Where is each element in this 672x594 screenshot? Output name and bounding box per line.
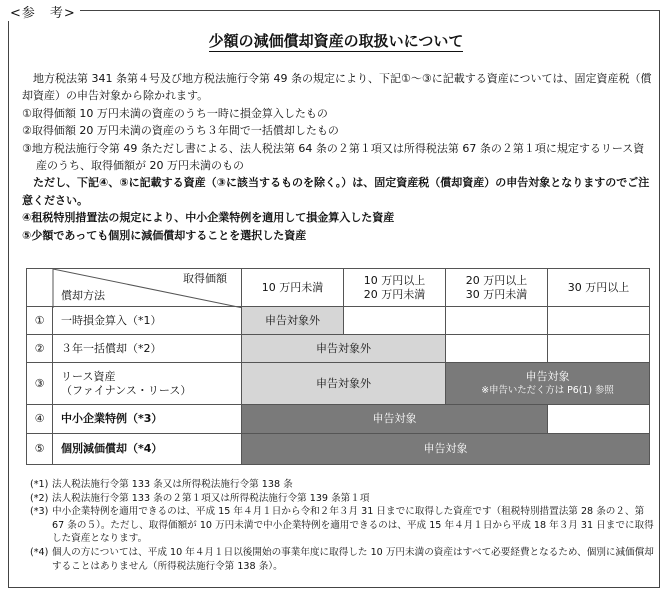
row-3-label: リース資産 （ファイナンス・リース） <box>52 362 242 405</box>
footnote-2: (*2) 法人税法施行令第 133 条の２第１項又は所得税法施行令第 139 条第１項 <box>30 492 370 504</box>
col-header-1: 10 万円未満 <box>241 268 344 307</box>
row-3-excluded: 申告対象外 <box>241 362 446 405</box>
row-1-label: 一時損金算入（*1） <box>52 306 242 335</box>
footnote-4: (*4) 個人の方については、平成 10 年４月１日以後開始の事業年度に取得した 10 万円未満の資産はすべて必要経費となるため、個別に減価償却することはありません（所得税法施行令第 138 条）。 <box>30 546 654 572</box>
footnote-1: (*1) 法人税法施行令第 133 条又は所得税法施行令第 138 条 <box>30 479 293 490</box>
row-2-num: ② <box>26 334 53 363</box>
bold-item-4: ④租税特別措置法の規定により、中小企業特例を適用して損金算入した資産 <box>22 211 395 225</box>
footnotes <box>30 478 654 573</box>
row-1-empty-2 <box>343 306 446 335</box>
row-3-lease-note: ※申告いただく方は P6(1) 参照 <box>481 384 614 396</box>
col-header-4: 30 万円以上 <box>547 268 650 307</box>
row-1-empty-3 <box>445 306 548 335</box>
row-4-num: ④ <box>26 404 53 434</box>
bold-item-5: ⑤少額であっても個別に減価償却することを選択した資産 <box>22 228 307 242</box>
classification-table <box>26 268 650 465</box>
col-header-2: 10 万円以上 20 万円未満 <box>343 268 446 307</box>
row-4-included: 申告対象 <box>241 404 548 434</box>
item-1: ①取得価額 10 万円未満の資産のうち一時に損金算入したもの <box>22 106 328 120</box>
body-text <box>22 70 652 244</box>
page-title: 少額の減価償却資産の取扱いについて <box>208 32 464 50</box>
row-4-label: 中小企業特例（*3） <box>52 404 242 434</box>
row-3-included-label: 申告対象 <box>525 369 570 383</box>
item-2: ②取得価額 20 万円未満の資産のうち３年間で一括償却したもの <box>22 124 339 138</box>
row-2-label: ３年一括償却（*2） <box>52 334 242 363</box>
row-2-excluded: 申告対象外 <box>241 334 446 363</box>
row-2-empty-3 <box>445 334 548 363</box>
row-1-num: ① <box>26 306 53 335</box>
header-acquisition-price: 取得価額 <box>183 272 227 285</box>
row-5-num: ⑤ <box>26 433 53 465</box>
row-2-empty-4 <box>547 334 650 363</box>
item-3: ③地方税法施行令第 49 条ただし書による、法人税法第 64 条の２第１項又は所得税法第 67 条の２第１項に規定するリース資産のうち、取得価額が 20 万円未満のもの <box>22 141 645 173</box>
row-5-included: 申告対象 <box>241 433 650 465</box>
row-1-excluded: 申告対象外 <box>241 306 344 335</box>
row-3-num: ③ <box>26 362 53 405</box>
row-1-empty-4 <box>547 306 650 335</box>
row-4-empty-4 <box>547 404 650 434</box>
table-header-diagonal <box>26 268 242 307</box>
col-header-3: 20 万円以上 30 万円未満 <box>445 268 548 307</box>
bold-note: ただし、下記④、⑤に記載する資産（③に該当するものを除く。）は、固定資産税（償却資産）の申告対象となりますのでご注意ください。 <box>22 176 650 207</box>
header-depreciation-method: 償却方法 <box>61 289 105 302</box>
reference-tag: <参 考> <box>6 2 80 21</box>
row-3-included <box>445 362 650 405</box>
footnote-3: (*3) 中小企業特例を適用できるのは、平成 15 年４月１日から令和２年３月 31 日までに取得した資産です（租税特別措置法第 28 条の２、第 67 条の５）。ただし、取得価額が 10 万円未満で中小企業特例を適用できるのは、平成 15 年４月１日から平成 18 年３月 31 日までに取得した資産となります。 <box>30 506 654 545</box>
intro-paragraph: 地方税法第 341 条第４号及び地方税法施行令第 49 条の規定により、下記①～③に記載する資産については、固定資産税（償却資産）の申告対象から除かれます。 <box>22 72 652 103</box>
row-5-label: 個別減価償却（*4） <box>52 433 242 465</box>
